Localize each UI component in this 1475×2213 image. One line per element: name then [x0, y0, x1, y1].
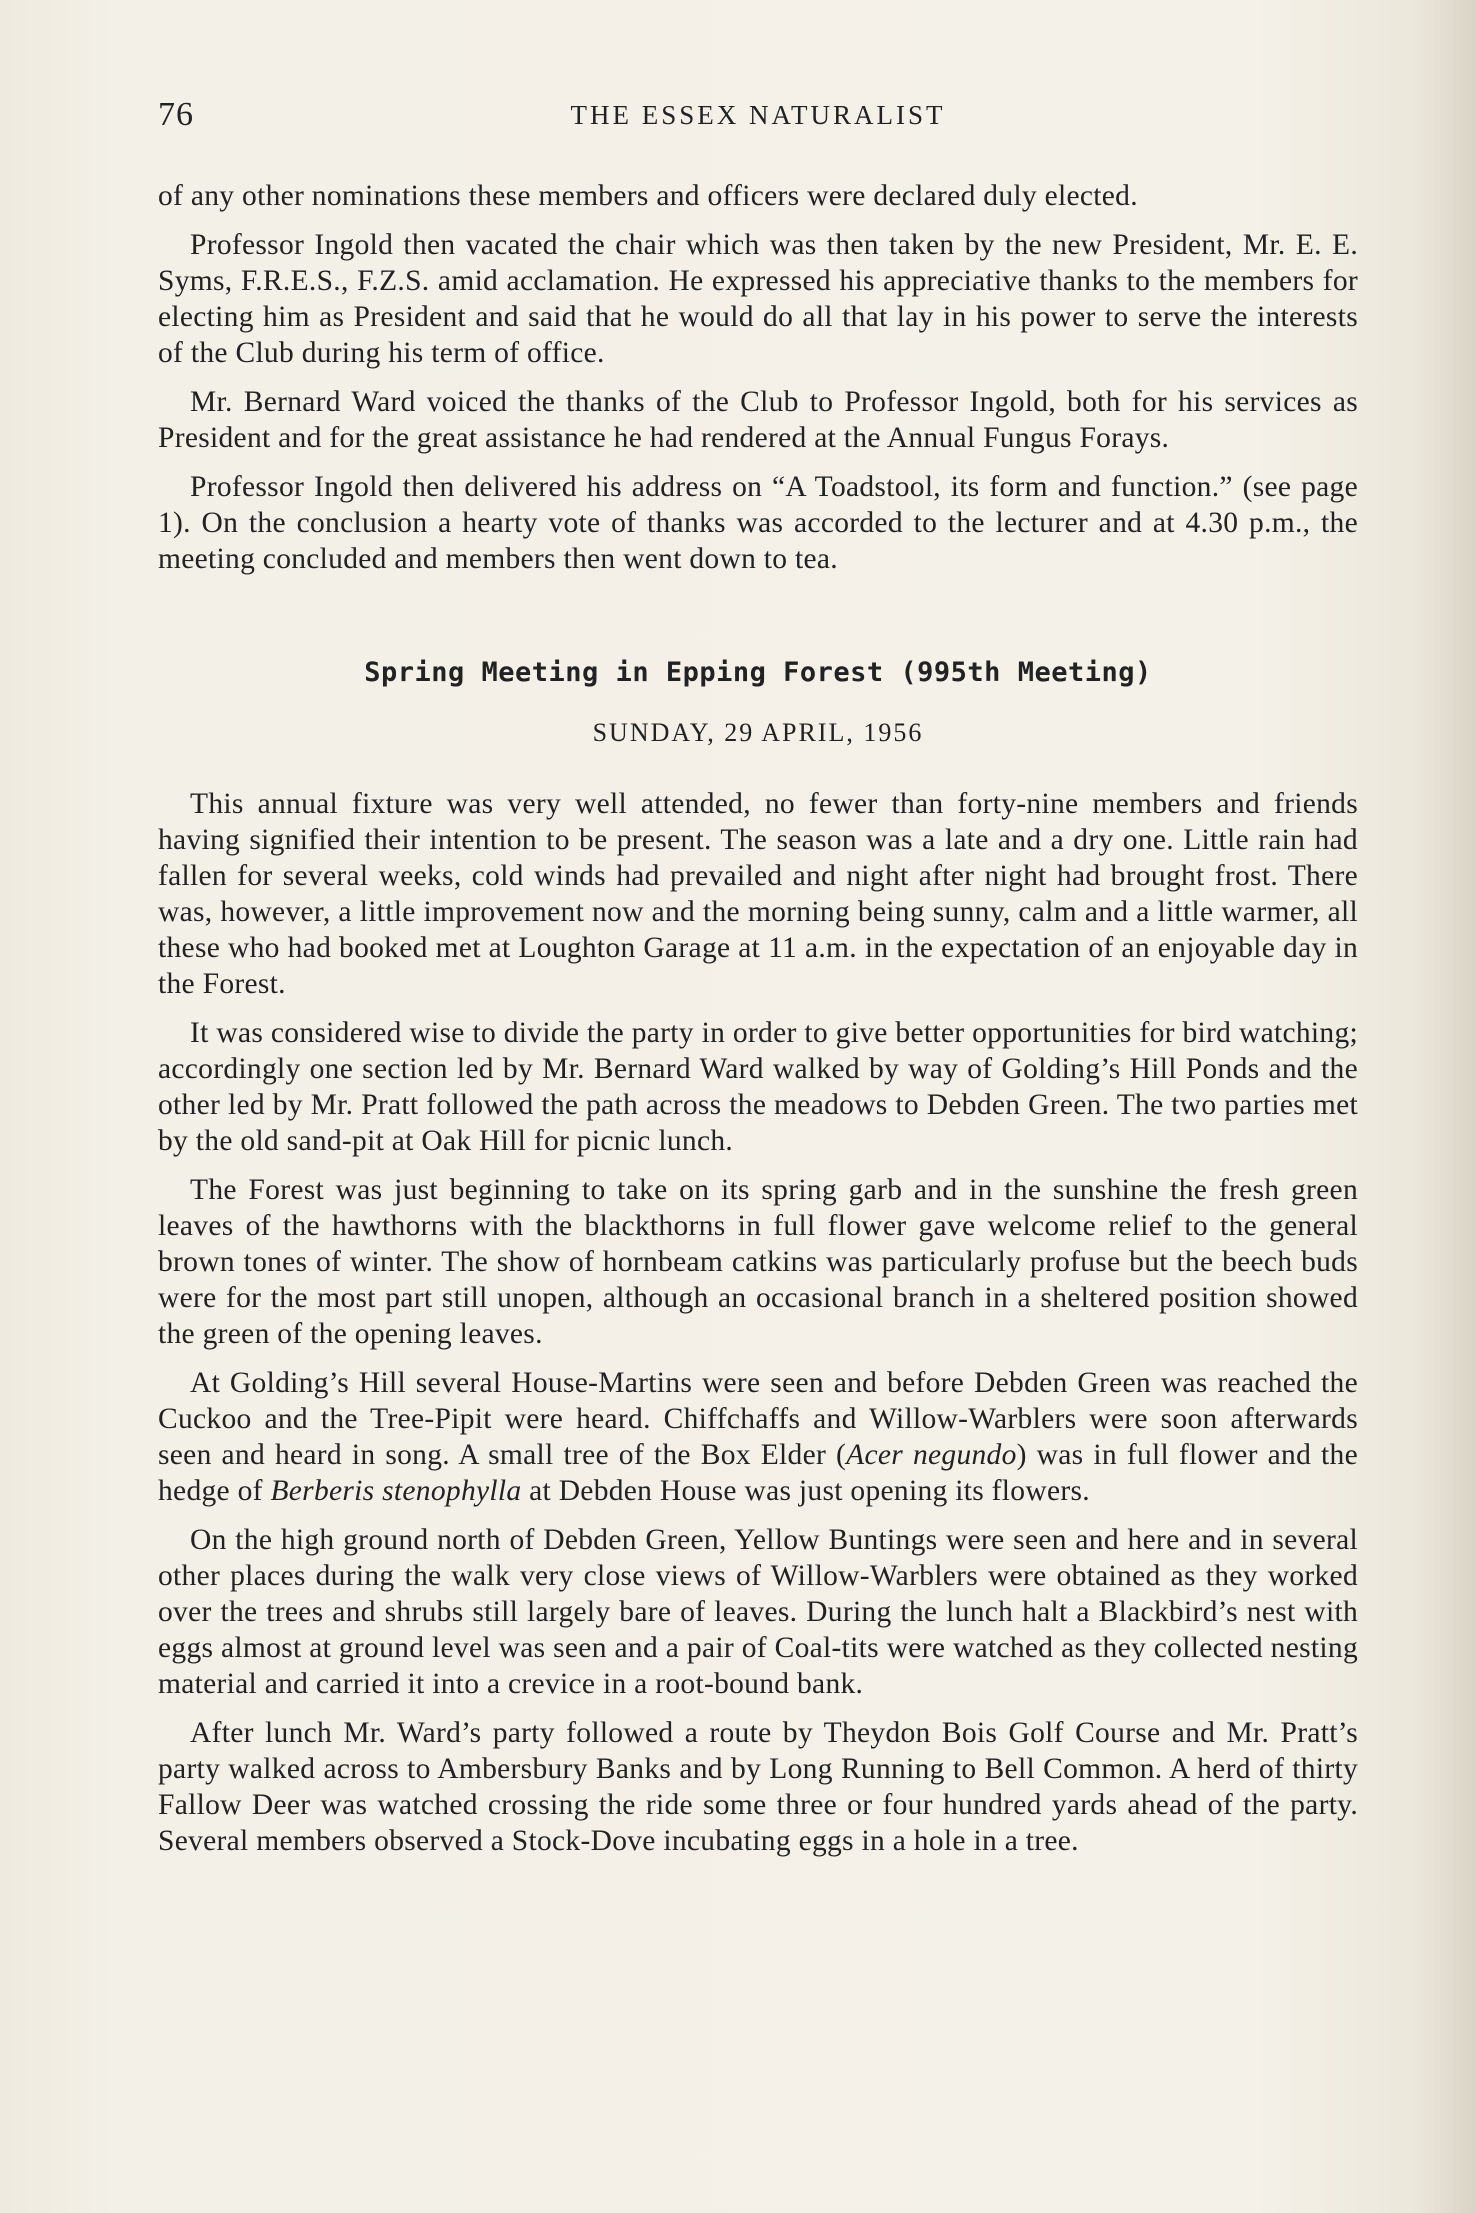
paragraph-golding	[158, 1365, 1358, 1509]
paragraph: After lunch Mr. Ward’s party followed a route by Theydon Bois Golf Course and Mr. Pratt’s party walked across to Ambersbury Banks and by Long Running to Bell Common. A herd of thirty Fallow Deer was watched crossing the ride some three or four hundred yards ahead of the party. Several members observed a Stock-Dove incubating eggs in a hole in a tree.	[158, 1717, 1358, 1857]
text-run: At Golding’s Hill several House-Martins were seen and before Debden Green was reached the Cuckoo and the Tree-Pipit were heard. Chiffchaffs and Willow-Warblers were soon afterwards seen and heard in song. A small tree of the Box Elder (	[158, 1367, 1358, 1471]
page-header	[158, 96, 1358, 146]
paragraph: The Forest was just beginning to take on its spring garb and in the sunshine the fresh green leaves of the hawthorns with the blackthorns in full flower gave welcome relief to the general brown tones of winter. The show of hornbeam catkins was particularly profuse but the beech buds were for the most part still unopen, although an occasional branch in a sheltered position showed the green of the opening leaves.	[158, 1174, 1358, 1350]
section-heading: Spring Meeting in Epping Forest (995th Meeting)	[364, 657, 1152, 688]
paragraph: On the high ground north of Debden Green, Yellow Buntings were seen and here and in several other places during the walk very close views of Willow-Warblers were obtained as they worked over the trees and shrubs still largely bare of leaves. During the lunch halt a Blackbird’s nest with eggs almost at ground level was seen and a pair of Coal-tits were watched as they collected nesting material and carried it into a crevice in a root-bound bank.	[158, 1524, 1358, 1700]
paragraph: Mr. Bernard Ward voiced the thanks of the Club to Professor Ingold, both for his services as President and for the great assistance he had rendered at the Annual Fungus Forays.	[158, 386, 1358, 454]
text-run: ) was in full flower and the hedge of	[158, 1439, 1358, 1507]
running-title: THE ESSEX NATURALIST	[570, 100, 946, 130]
paragraph: It was considered wise to divide the party in order to give better opportunities for bird watching; accordingly one section led by Mr. Bernard Ward walked by way of Golding’s Hill Ponds and the other led by Mr. Pratt followed the path across the meadows to Debden Green. The two parties met by the old sand-pit at Oak Hill for picnic lunch.	[158, 1017, 1358, 1157]
paragraph: Professor Ingold then delivered his address on “A Toadstool, its form and function.” (see page 1). On the conclusion a hearty vote of thanks was accorded to the lecturer and at 4.30 p.m., the meeting concluded and members then went down to tea.	[158, 471, 1358, 575]
paragraph: This annual fixture was very well attended, no fewer than forty-nine members and friends having signified their intention to be present. The season was a late and a dry one. Little rain had fallen for several weeks, cold winds had prevailed and night after night had brought frost. There was, however, a little improvement now and the morning being sunny, calm and a little warmer, all these who had booked met at Loughton Garage at 11 a.m. in the expectation of an enjoyable day in the Forest.	[158, 788, 1358, 1000]
species-name: Acer negundo	[846, 1439, 1017, 1471]
species-name: Berberis stenophylla	[270, 1475, 522, 1507]
paragraph: of any other nominations these members and officers were declared duly elected.	[158, 180, 1138, 212]
text-run: at Debden House was just opening its flowers.	[521, 1475, 1090, 1507]
article-body	[158, 178, 1358, 1872]
page-number: 76	[158, 96, 194, 133]
paragraph: Professor Ingold then vacated the chair which was then taken by the new President, Mr. E. E. Syms, F.R.E.S., F.Z.S. amid acclamation. He expressed his appreciative thanks to the members for electing him as President and said that he would do all that lay in his power to serve the interests of the Club during his term of office.	[158, 229, 1358, 369]
section-date: SUNDAY, 29 APRIL, 1956	[592, 718, 924, 747]
